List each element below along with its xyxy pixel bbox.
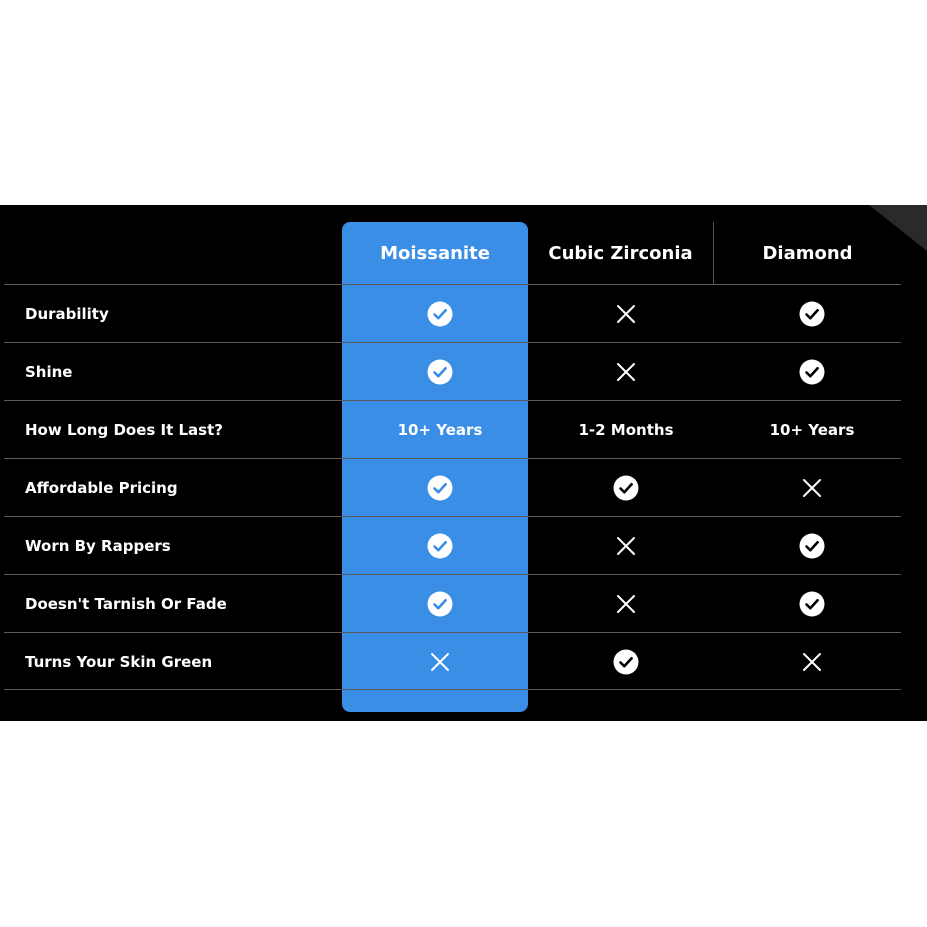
x-icon — [430, 652, 450, 672]
cell-moissanite — [380, 343, 500, 400]
feature-label: Durability — [25, 304, 109, 323]
feature-label: Worn By Rappers — [25, 536, 171, 555]
column-header-moissanite: Moissanite — [380, 242, 490, 264]
cell-cubic-zirconia: 1-2 Months — [578, 420, 674, 439]
cell-moissanite — [380, 517, 500, 574]
x-icon — [616, 536, 636, 556]
check-circle-icon — [427, 591, 453, 617]
cell-cubic-zirconia — [566, 343, 686, 400]
check-circle-icon — [799, 533, 825, 559]
table-row — [4, 574, 901, 632]
cell-moissanite — [380, 285, 500, 342]
check-circle-icon — [427, 533, 453, 559]
table-row — [4, 516, 901, 574]
cell-moissanite — [380, 459, 500, 516]
cell-cubic-zirconia — [566, 459, 686, 516]
feature-label: Doesn't Tarnish Or Fade — [25, 594, 227, 613]
x-icon — [616, 362, 636, 382]
cell-diamond — [752, 343, 872, 400]
cell-cubic-zirconia — [566, 285, 686, 342]
table-row — [4, 284, 901, 342]
column-header-cubic-zirconia: Cubic Zirconia — [548, 242, 693, 264]
feature-label: How Long Does It Last? — [25, 420, 223, 439]
cell-diamond — [752, 459, 872, 516]
table-row — [4, 458, 901, 516]
check-circle-icon — [799, 301, 825, 327]
x-icon — [616, 594, 636, 614]
cell-diamond — [752, 633, 872, 690]
x-icon — [802, 478, 822, 498]
x-icon — [616, 304, 636, 324]
cell-diamond — [752, 517, 872, 574]
cell-cubic-zirconia — [566, 575, 686, 632]
cell-cubic-zirconia — [566, 517, 686, 574]
check-circle-icon — [613, 649, 639, 675]
cell-diamond: 10+ Years — [769, 420, 855, 439]
feature-label: Affordable Pricing — [25, 478, 178, 497]
x-icon — [802, 652, 822, 672]
check-circle-icon — [427, 301, 453, 327]
feature-label: Turns Your Skin Green — [25, 652, 213, 671]
feature-label: Shine — [25, 362, 73, 381]
comparison-table — [0, 205, 927, 721]
cell-cubic-zirconia — [566, 633, 686, 690]
check-circle-icon — [799, 591, 825, 617]
cell-moissanite: 10+ Years — [397, 420, 483, 439]
cell-moissanite — [380, 633, 500, 690]
check-circle-icon — [799, 359, 825, 385]
check-circle-icon — [427, 359, 453, 385]
check-circle-icon — [613, 475, 639, 501]
column-header-diamond: Diamond — [762, 242, 853, 264]
cell-diamond — [752, 285, 872, 342]
check-circle-icon — [427, 475, 453, 501]
cell-moissanite — [380, 575, 500, 632]
table-row — [4, 632, 901, 690]
table-row — [4, 400, 901, 458]
table-row — [4, 342, 901, 400]
cell-diamond — [752, 575, 872, 632]
